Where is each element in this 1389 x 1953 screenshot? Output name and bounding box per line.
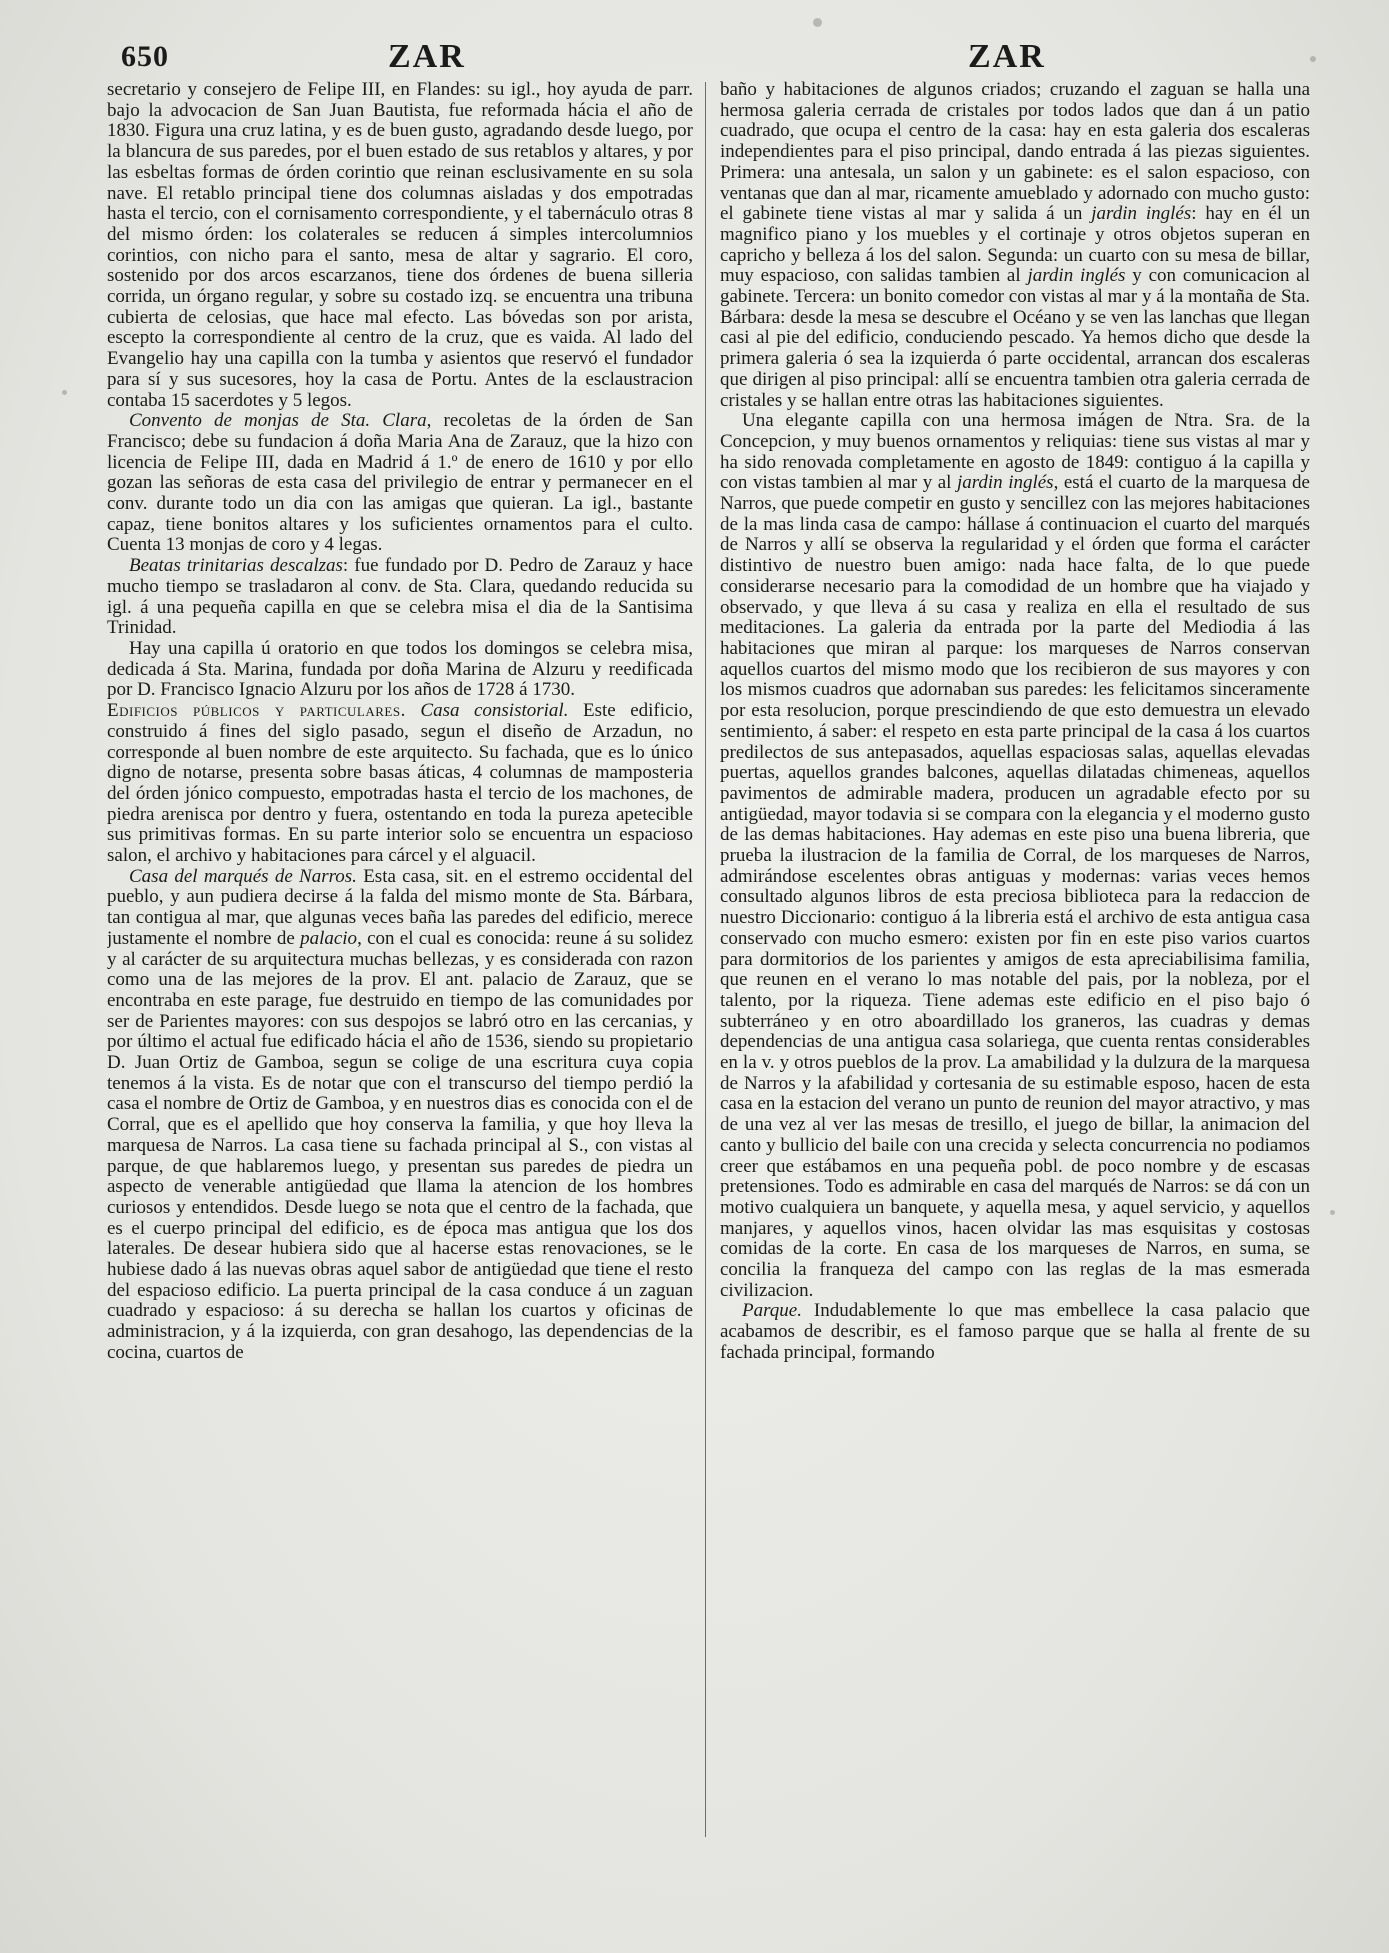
right-running-title: ZAR <box>968 38 1046 75</box>
section-title: Parque. <box>742 1300 802 1322</box>
paragraph-parish-church: secretario y consejero de Felipe III, en Flandes: su igl., hoy ayuda de parr. bajo la advocacion de San Juan Bautista, fue reformada hácia el año de 1830. Figura una cruz latina, y es de buen gusto, agradando desde luego, por la blancura de sus paredes, por el buen estado de sus retablos y altares, y por las esbeltas formas de órden corintio que reinan esclusivamente en su sola nave. El retablo principal tiene dos columnas aisladas y dos empotradas hasta el tercio, con el cornisamento correspondiente, y el tabernáculo otras 8 del mismo órden: los colaterales se reducen á simples intercolumnios corintios, con nicho para el santo, mesa de altar y sagrario. El coro, sostenido por dos arcos escarzanos, tiene dos órdenes de buena silleria corrida, un órgano regular, y sobre su costado izq. se encuentra una tribuna cubierta de celosias, que hace mal efecto. Las bóvedas son por arista, escepto la correspondiente al centro de la cruz, que es vaida. Al lado del Evangelio hay una capilla con la tumba y asientos que reservó el fundador para sí y sus sucesores, hoy la casa de Portu. Antes de la esclaustracion contaba 15 sacerdotes y 5 legos. <box>107 80 693 411</box>
section-title: Casa del marqués de Narros. <box>129 865 357 887</box>
column-divider <box>705 82 706 1837</box>
paragraph-public-buildings: Edificios públicos y particulares. Casa consistorial. Este edificio, construido á fines del siglo pasado, segun el diseño de Arzadun, no corresponde al buen nombre de este arquitecto. Su fachada, que es lo único digno de notarse, presenta sobre basas áticas, 4 columnas de mamposteria del órden jónico compuesto, empotradas hasta el tercio de los machones, de piedra arenisca por dentro y fuera, ostentando en toda la pureza apetecible sus primitivas formas. En su parte interior solo se encuentra un espacioso salon, el archivo y habitaciones para cárcel y el alguacil. <box>107 700 693 867</box>
paper-speck <box>813 18 822 27</box>
section-title: Beatas trinitarias descalzas <box>129 555 343 577</box>
paper-speck <box>62 390 67 395</box>
paragraph-casa-marques-narros: Casa del marqués de Narros. Esta casa, sit. en el estremo occidental del pueblo, y aun pudiera decirse á la falda del mismo monte de Sta. Bárbara, tan contigua al mar, que algunas veces baña las paredes del edificio, merece justamente el nombre de palacio, con el cual es conocida: reune á su solidez y al carácter de su arquitectura muchas bellezas, y es considerada con razon como una de las mejores de la prov. El ant. palacio de Zarauz, que se encontraba en este parage, fue destruido en tiempo de las comunidades por ser de Parientes mayores: con sus despojos se labró otro en las cercanias, y por último el actual fue edificado hácia el año de 1536, siendo su propietario D. Juan Ortiz de Gamboa, segun se colige de una escritura cuya copia tenemos á la vista. Es de notar que con el transcurso del tiempo perdió la casa el nombre de Ortiz de Gamboa, y en nuestros dias es conocida con el de Corral, que es el apellido que hoy conserva la familia, y que hoy lleva la marquesa de Narros. La casa tiene su fachada principal al S., con vistas al parque, de que hablaremos luego, y presentan sus paredes de piedra un aspecto de venerable antigüedad que llama la atencion de los hombres curiosos y entendidos. Desde luego se nota que el centro de la fachada, que es el cuerpo principal del edificio, es de época mas antigua que los dos laterales. De desear hubiera sido que al hacerse estas renovaciones, se le hubiese dado á las nuevas obras aquel sabor de antigüedad que tiene el resto del espacioso edificio. La puerta principal de la casa conduce á un zaguan cuadrado y espacioso: á su derecha se hallan los cuartos y oficinas de administracion, y á la izquierda, con gran desahogo, las dependencias de la cocina, cuartos de <box>107 865 693 1363</box>
page-number: 650 <box>121 40 169 73</box>
paragraph-convent-santa-clara: Convento de monjas de Sta. Clara, recoletas de la órden de San Francisco; debe su fundacion á doña Maria Ana de Zarauz, que la hizo con licencia de Felipe III, dada en Madrid á 1.º de enero de 1610 y por ello gozan las señoras de esta casa del privilegio de entrar y permanecer en el conv. durante todo un dia con las amigas que quieran. La igl., bastante capaz, tiene bonitos altares y los suficientes ornamentos para el culto. Cuenta 13 monjas de coro y 4 legas. <box>107 410 693 556</box>
left-running-title: ZAR <box>388 38 466 75</box>
section-title: Convento de monjas de Sta. Clara <box>129 410 427 432</box>
left-column <box>107 80 693 1930</box>
section-title: Casa consistorial. <box>420 700 569 722</box>
paper-speck <box>1310 56 1316 62</box>
paper-speck <box>1330 1210 1335 1215</box>
section-heading: Edificios públicos y particulares. <box>107 700 406 722</box>
running-header <box>0 36 1389 76</box>
paragraph-parque: Parque. Indudablemente lo que mas embellece la casa palacio que acabamos de describir, es el famoso parque que se halla al frente de su fachada principal, formando <box>720 1300 1310 1363</box>
paragraph-chapel-and-rooms: Una elegante capilla con una hermosa imágen de Ntra. Sra. de la Concepcion, y muy buenos ornamentos y reliquias: tiene sus vistas al mar y ha sido renovada completamente en agosto de 1849: contiguo á la capilla y con vistas tambien al mar y al jardin inglés, está el cuarto de la marquesa de Narros, que puede competir en gusto y sencillez con las mejores habitaciones de la mas linda casa de campo: hállase á continuacion el cuarto del marqués de Narros y allí se observa la regularidad y el órden que forma el carácter distintivo de nuestro buen amigo: nada hace falta, de lo que puede considerarse necesario para la comodidad de un hombre que ha viajado y observado, y que lleva á su casa y realiza en ella el resultado de sus meditaciones. La galeria da entrada por la parte del Mediodia á las habitaciones que miran al parque: los marqueses de Narros conservan aquellos cuartos del mismo modo que los recibieron de sus mayores y con los mismos cuadros que adornaban sus paredes: les felicitamos sinceramente por esta resolucion, porque prescindiendo de que esto demuestra un elevado sentimiento, á saber: el respeto en esta parte principal de la casa á los cuartos predilectos de sus antepasados, aquellas espaciosas salas, aquellas elevadas puertas, aquellos grandes balcones, aquellas dilatadas chimeneas, aquellos pavimentos de admirable madera, producen un agradable efecto por su antigüedad, mayor todavia si se compara con la elegancia y el moderno gusto de las demas habitaciones. Hay ademas en este piso una buena libreria, que prueba la ilustracion de la familia de Corral, de los marqueses de Narros, admirándose escelentes obras antiguas y modernas: varias veces hemos consultado algunos libros de esta preciosa biblioteca para la redaccion de nuestro Diccionario: contiguo á la libreria está el archivo de esta antigua casa conservado con mucho esmero: existen por fin en este piso varios cuartos para dormitorios de los parientes y amigos de esta apreciabilisima familia, que reunen en el verano lo mas notable del pais, por la nobleza, por el talento, por la riqueza. Tiene ademas este edificio en el piso bajo ó subterráneo y en otro aboardillado los graneros, las cuadras y demas dependencias de una antigua casa solariega, que cuenta rentas considerables en la v. y otros pueblos de la prov. La amabilidad y la dulzura de la marquesa de Narros y la afabilidad y cortesania de su estimable esposo, hacen de esta casa en la estacion del verano un punto de reunion del mayor atractivo, y mas de una vez al ver las mesas de tresillo, el juego de billar, la animacion del canto y bullicio del baile con una crecida y selecta concurrencia no podiamos creer que estábamos en una pequeña pobl. de poco nombre y de escasas pretensiones. Todo es admirable en casa del marqués de Narros: se dá con un motivo cualquiera un banquete, y aquella mesa, y aquel servicio, y aquellos manjares, y aquellos vinos, hacen olvidar las mas esquisitas y costosas comidas de la corte. En casa de los marqueses de Narros, en suma, se concilia la franqueza del campo con las reglas de la mas esmerada civilizacion. <box>720 410 1310 1301</box>
paragraph-house-interior: baño y habitaciones de algunos criados; cruzando el zaguan se halla una hermosa galeria cerrada de cristales por todos lados que dan á un patio cuadrado, que ocupa el centro de la casa: hay en esta galeria dos escaleras independientes para el piso principal, dando entrada á las piezas siguientes. Primera: una antesala, un salon y un gabinete: es el salon espacioso, con ventanas que dan al mar, ricamente amueblado y adornado con mucho gusto: el gabinete tiene vistas al mar y salida á un jardin inglés: hay en él un magnifico piano y los muebles y el cortinaje y otros objetos superan en capricho y belleza á los del salon. Segunda: un cuarto con su mesa de billar, muy espacioso, con salidas tambien al jardin inglés y con comunicacion al gabinete. Tercera: un bonito comedor con vistas al mar y á la montaña de Sta. Bárbara: desde la mesa se descubre el Océano y se ven las lanchas que llegan casi al pie del edificio, conduciendo pescado. Ya hemos dicho que desde la primera galeria ó sea la izquierda ó parte occidental, arrancan dos escaleras que dirigen al piso principal: allí se encuentra tambien otra galeria cerrada de cristales y se hallan entre otras las habitaciones siguientes. <box>720 80 1310 411</box>
paragraph-chapel-santa-marina: Hay una capilla ú oratorio en que todos los domingos se celebra misa, dedicada á Sta. Marina, fundada por doña Marina de Alzuru y reedificada por D. Francisco Ignacio Alzuru por los años de 1728 á 1730. <box>107 637 693 701</box>
right-column <box>720 80 1310 1930</box>
paragraph-beatas-trinitarias: Beatas trinitarias descalzas: fue fundado por D. Pedro de Zarauz y hace mucho tiempo se trasladaron al conv. de Sta. Clara, quedando reducida su igl. á una pequeña capilla en que se celebra misa el dia de la Santisima Trinidad. <box>107 555 693 639</box>
